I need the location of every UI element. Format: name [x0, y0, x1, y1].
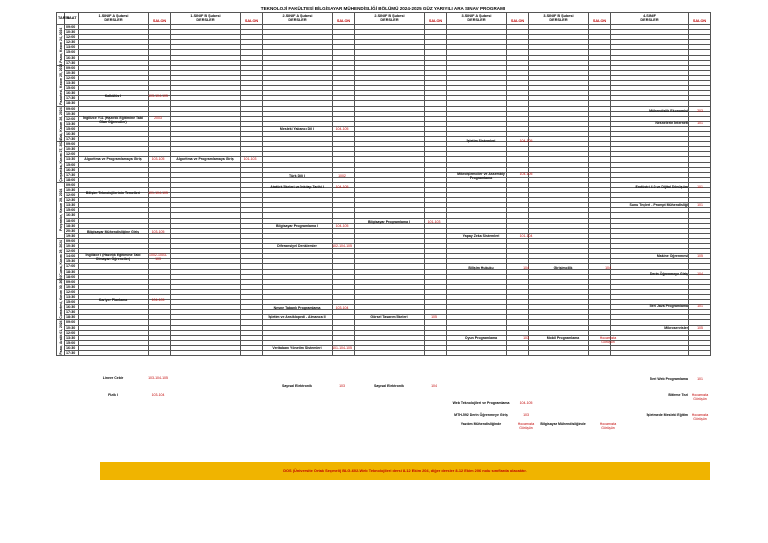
- room-label: 101: [697, 185, 703, 189]
- time-cell: 15:00: [65, 208, 79, 213]
- room-label: 104: [697, 272, 703, 276]
- col-group-6: 3.SINIF B Şubesi DERSLER: [529, 13, 589, 25]
- time-cell: 17:30: [65, 351, 79, 356]
- day-label: Perşembe, Kasım 28, 2024: [57, 182, 65, 238]
- course-name: Sayısal Elektronik: [374, 384, 404, 388]
- time-cell: 12:00: [65, 289, 79, 294]
- room-label: Hocamızla Görüşün: [599, 336, 617, 344]
- slot-cell: [447, 351, 507, 356]
- slot-cell: [263, 351, 333, 356]
- time-cell: 18:30: [65, 223, 79, 228]
- room-label: 103: [339, 384, 345, 388]
- room-label: 104: [431, 384, 437, 388]
- room-label: 2003: [154, 116, 162, 120]
- room-label: 101-103: [243, 157, 257, 161]
- time-cell: 16:30: [65, 131, 79, 136]
- course-name: Kalkülüs I: [104, 94, 122, 98]
- course-name: Türk Dili I: [289, 174, 305, 178]
- time-cell: 15:00: [65, 50, 79, 55]
- time-cell: 13:30: [65, 294, 79, 299]
- time-cell: 10:30: [65, 30, 79, 35]
- room-label: 104-105: [335, 127, 349, 131]
- slot-cell: [79, 351, 149, 356]
- course-name: Kariyer Planlama: [98, 298, 128, 302]
- room-label: 104-105: [519, 172, 533, 176]
- room-label: 103-104: [151, 393, 165, 397]
- col-salon-1: SALON: [149, 13, 171, 25]
- course-name: İşletmede Mesleki Eğitim: [646, 413, 688, 417]
- col-salon-2: SALON: [241, 13, 263, 25]
- room-label: 101: [697, 203, 703, 207]
- time-cell: 18:00: [65, 218, 79, 223]
- day-label: Cuma, Kasım 29, 2024: [57, 238, 65, 279]
- room-label: 101-104: [519, 234, 533, 238]
- time-cell: 10:30: [65, 284, 79, 289]
- room-label: 104-105: [151, 298, 165, 302]
- room-label: 101: [697, 304, 703, 308]
- time-cell: 09:00: [65, 142, 79, 147]
- course-name: İleri Web Programlama: [650, 377, 688, 381]
- col-group-4: 2.SINIF B Şubesi DERSLER: [355, 13, 425, 25]
- course-name: Girişimcilik: [553, 266, 573, 270]
- time-cell: 16:30: [65, 305, 79, 310]
- time-cell: 12:00: [65, 330, 79, 335]
- time-cell: 09:00: [65, 279, 79, 284]
- time-cell: 09:00: [65, 65, 79, 70]
- time-cell: 15:00: [65, 126, 79, 131]
- time-cell: 13:00: [65, 45, 79, 50]
- day-label: Pazar, Aralık 01, 2024: [57, 320, 65, 356]
- slot-cell: [689, 351, 711, 356]
- time-cell: 09:00: [65, 320, 79, 325]
- time-cell: 16:30: [65, 345, 79, 350]
- time-cell: 10:30: [65, 111, 79, 116]
- room-label: Hocamızla Görüşün: [691, 413, 709, 421]
- time-cell: 18:30: [65, 269, 79, 274]
- room-label: Hocamızla Görüşün: [599, 422, 617, 430]
- course-name: Derin Öğrenmeye Giriş: [649, 272, 688, 276]
- course-name: Mobil Programlama: [546, 336, 580, 340]
- time-cell: 09:00: [65, 25, 79, 30]
- col-salon-6: SALON: [589, 13, 611, 25]
- course-name: Mikroişlemciler ve Assembly Programlama: [457, 172, 505, 180]
- time-cell: 14:00: [65, 254, 79, 259]
- col-salon-5: SALON: [507, 13, 529, 25]
- room-label: 101: [697, 121, 703, 125]
- time-cell: 12:00: [65, 35, 79, 40]
- course-name: Makine Öğrenmesi: [656, 254, 688, 258]
- col-salon-7: SALON: [689, 13, 711, 25]
- time-cell: 16:30: [65, 91, 79, 96]
- course-name: İşletim ve Ansiklopedi - Almanca II: [268, 315, 326, 319]
- time-cell: 19:30: [65, 233, 79, 238]
- room-label: 203: [697, 109, 703, 113]
- room-label: 102-104-105: [332, 244, 352, 248]
- time-cell: 10:30: [65, 188, 79, 193]
- time-cell: 17:30: [65, 96, 79, 101]
- time-cell: 12:30: [65, 198, 79, 203]
- course-name: Sayısal Elektronik: [282, 384, 312, 388]
- announcement-banner: [100, 462, 710, 480]
- course-name: Mesleki Yabancı Dil I: [279, 127, 315, 131]
- time-cell: 12:00: [65, 75, 79, 80]
- course-name: Görsel Tasarım İlkeleri: [370, 315, 408, 319]
- course-name: Mikroservisler: [664, 326, 688, 330]
- room-label: 103-105: [151, 230, 165, 234]
- time-cell: 18:00: [65, 274, 79, 279]
- course-name: Atatürk İlkeleri ve İnkılap Tarihi I: [270, 185, 324, 189]
- col-group-5: 3.SINIF A Şubesi DERSLER: [447, 13, 507, 25]
- course-name: Algoritma ve Programlamaya Giriş: [176, 157, 234, 161]
- room-label: 101: [697, 377, 703, 381]
- room-label: 103-105: [151, 157, 165, 161]
- course-name: Diferansiyel Denklemler: [277, 244, 317, 248]
- course-name: Web Teknolojileri ve Programlama: [452, 401, 510, 405]
- col-tarih: TARİH: [57, 13, 65, 25]
- room-label: 103: [523, 336, 529, 340]
- room-label: 103-104: [335, 306, 349, 310]
- room-label: 104: [523, 266, 529, 270]
- course-name: Bilişim Teknolojilerinin Temelleri: [85, 191, 141, 195]
- day-label: Salı, Kasım 26, 2024: [57, 106, 65, 142]
- time-cell: 13:30: [65, 121, 79, 126]
- time-cell: 15:00: [65, 300, 79, 305]
- time-cell: 18:00: [65, 177, 79, 182]
- course-name: Bilgisayar Programlama I: [275, 224, 319, 228]
- time-cell: 20:30: [65, 228, 79, 233]
- time-cell: 15:00: [65, 162, 79, 167]
- time-cell: 15:00: [65, 340, 79, 345]
- time-cell: 18:30: [65, 315, 79, 320]
- time-row: [57, 351, 711, 356]
- slot-cell: [355, 351, 425, 356]
- room-label: 1002-1003-103: [149, 253, 167, 261]
- time-cell: 09:00: [65, 106, 79, 111]
- room-label: Hocamızla Görüşün: [517, 422, 535, 430]
- room-label: 101-104-105: [332, 346, 352, 350]
- room-label: 104-105: [335, 185, 349, 189]
- course-name: Sunu Teçleri - Prompt Mühendisliği: [629, 203, 688, 207]
- day-label: Cumartesi, Kasım 30, 2024: [57, 279, 65, 320]
- room-label: 105: [697, 326, 703, 330]
- page-title: TEKNOLOJİ FAKÜLTESİ BİLGİSAYAR MÜHENDİSLİĞİ BÖLÜMÜ 2024-2025 GÜZ YARIYILI ARA SINAV PROGRAMI: [260, 6, 506, 11]
- time-cell: 10:30: [65, 147, 79, 152]
- course-name: Bilişim Hukuku: [468, 266, 494, 270]
- course-name: İngilizce Y11 (Hazırlık Eğitimine Tabi Olan Öğrenciler): [83, 116, 143, 124]
- col-saat: SAAT: [65, 13, 79, 25]
- course-name: Yapay Zeka Sistemleri: [462, 234, 500, 238]
- time-cell: 09:00: [65, 238, 79, 243]
- course-name: İşletim Sistemleri: [466, 139, 496, 143]
- slot-cell: [425, 351, 447, 356]
- room-label: 105: [697, 254, 703, 258]
- day-label: Çarşamba, Kasım 27, 2024: [57, 142, 65, 183]
- room-label: 104-105: [519, 139, 533, 143]
- time-cell: 13:30: [65, 81, 79, 86]
- time-cell: 17:30: [65, 172, 79, 177]
- course-name: Bitirme Tezi: [668, 393, 688, 397]
- room-label: Hocamızla Görüşün: [691, 393, 709, 401]
- room-label: 104-105: [519, 401, 533, 405]
- exam-schedule-sheet: [56, 6, 710, 522]
- room-label: 103-104-105: [148, 376, 168, 380]
- col-group-3: 2.SINIF A Şubesi DERSLER: [263, 13, 333, 25]
- course-name: Lineer Cebir: [102, 376, 124, 380]
- time-cell: 10:30: [65, 244, 79, 249]
- course-name: Veritabanı Yönetim Sistemleri: [272, 346, 322, 350]
- time-cell: 12:30: [65, 40, 79, 45]
- time-cell: 13:30: [65, 335, 79, 340]
- time-cell: 12:00: [65, 249, 79, 254]
- course-name: Mühendislik Ekonomisi: [649, 109, 688, 113]
- time-cell: 12:00: [65, 116, 79, 121]
- header-row: [57, 13, 711, 25]
- time-cell: 10:30: [65, 325, 79, 330]
- room-label: 103: [523, 413, 529, 417]
- time-cell: 16:30: [65, 213, 79, 218]
- time-cell: 17:00: [65, 264, 79, 269]
- col-group-7: 4.SINIF DERSLER: [611, 13, 689, 25]
- course-name: Nesne Tabanlı Programlama: [273, 306, 321, 310]
- course-name: Nesnelerin İnterneti: [655, 121, 688, 125]
- time-cell: 15:00: [65, 86, 79, 91]
- slot-cell: [149, 351, 171, 356]
- room-label: 101-103: [427, 220, 441, 224]
- slot-cell: [241, 351, 263, 356]
- course-name: Bilgisayar Programlama I: [367, 220, 411, 224]
- slot-cell: [529, 351, 589, 356]
- time-cell: 13:30: [65, 203, 79, 208]
- col-group-2: 1.SINIF B Şubesi DERSLER: [171, 13, 241, 25]
- slot-cell: [507, 351, 529, 356]
- time-cell: 16:30: [65, 55, 79, 60]
- course-name: Bilgisayar Mühendisliğine Giriş: [86, 230, 140, 234]
- time-cell: 15:30: [65, 259, 79, 264]
- time-cell: 12:00: [65, 193, 79, 198]
- time-cell: 17:30: [65, 60, 79, 65]
- slot-cell: [589, 351, 611, 356]
- announcement-text: DOS (Üniversite Ortak Seçmeli) BLG-602-Web Teknolojileri dersi 8-12 Ekim 204, diğer dersler 8-12 Ekim 206 nolu sınıflarda olacaktır.: [283, 468, 527, 473]
- col-salon-3: SALON: [333, 13, 355, 25]
- time-cell: 13:30: [65, 157, 79, 162]
- room-label: 105: [431, 315, 437, 319]
- col-salon-4: SALON: [425, 13, 447, 25]
- course-name: Algoritma ve Programlamaya Giriş: [84, 157, 142, 161]
- course-name: Endüstri 4.0 ve Dijital Dönüşüm: [635, 185, 688, 189]
- time-cell: 12:00: [65, 152, 79, 157]
- time-cell: 18:30: [65, 101, 79, 106]
- course-name: İleri Java Programlama: [649, 304, 688, 308]
- course-name: Bilgisayar Mühendisliğinde: [540, 422, 586, 426]
- time-cell: 16:30: [65, 167, 79, 172]
- day-label: Pazartesi, Kasım 25, 2024: [57, 65, 65, 106]
- day-label: Pazar, Kasım 24, 2024: [57, 25, 65, 66]
- time-cell: 10:30: [65, 70, 79, 75]
- course-name: Yazılım Mühendisliğinde: [460, 422, 502, 426]
- time-cell: 17:30: [65, 310, 79, 315]
- course-name: Oyun Programlama: [464, 336, 498, 340]
- time-cell: 17:30: [65, 137, 79, 142]
- slot-cell: [171, 351, 241, 356]
- room-label: 104-105: [335, 224, 349, 228]
- slot-cell: [611, 351, 689, 356]
- room-label: 104: [605, 266, 611, 270]
- room-label: 101-104-105: [148, 191, 168, 195]
- room-label: 103-104-105: [148, 94, 168, 98]
- course-name: İngilizce I (Hazırlık Eğitimine Tabi Olmayan Öğrenciler): [85, 253, 141, 261]
- course-name: MTH-592 Derin Öğrenmeye Giriş: [454, 413, 508, 417]
- slot-cell: [333, 351, 355, 356]
- course-name: Fizik I: [108, 393, 118, 397]
- time-cell: 09:00: [65, 182, 79, 187]
- col-group-1: 1.SINIF A Şubesi DERSLER: [79, 13, 149, 25]
- room-label: 1002: [338, 174, 346, 178]
